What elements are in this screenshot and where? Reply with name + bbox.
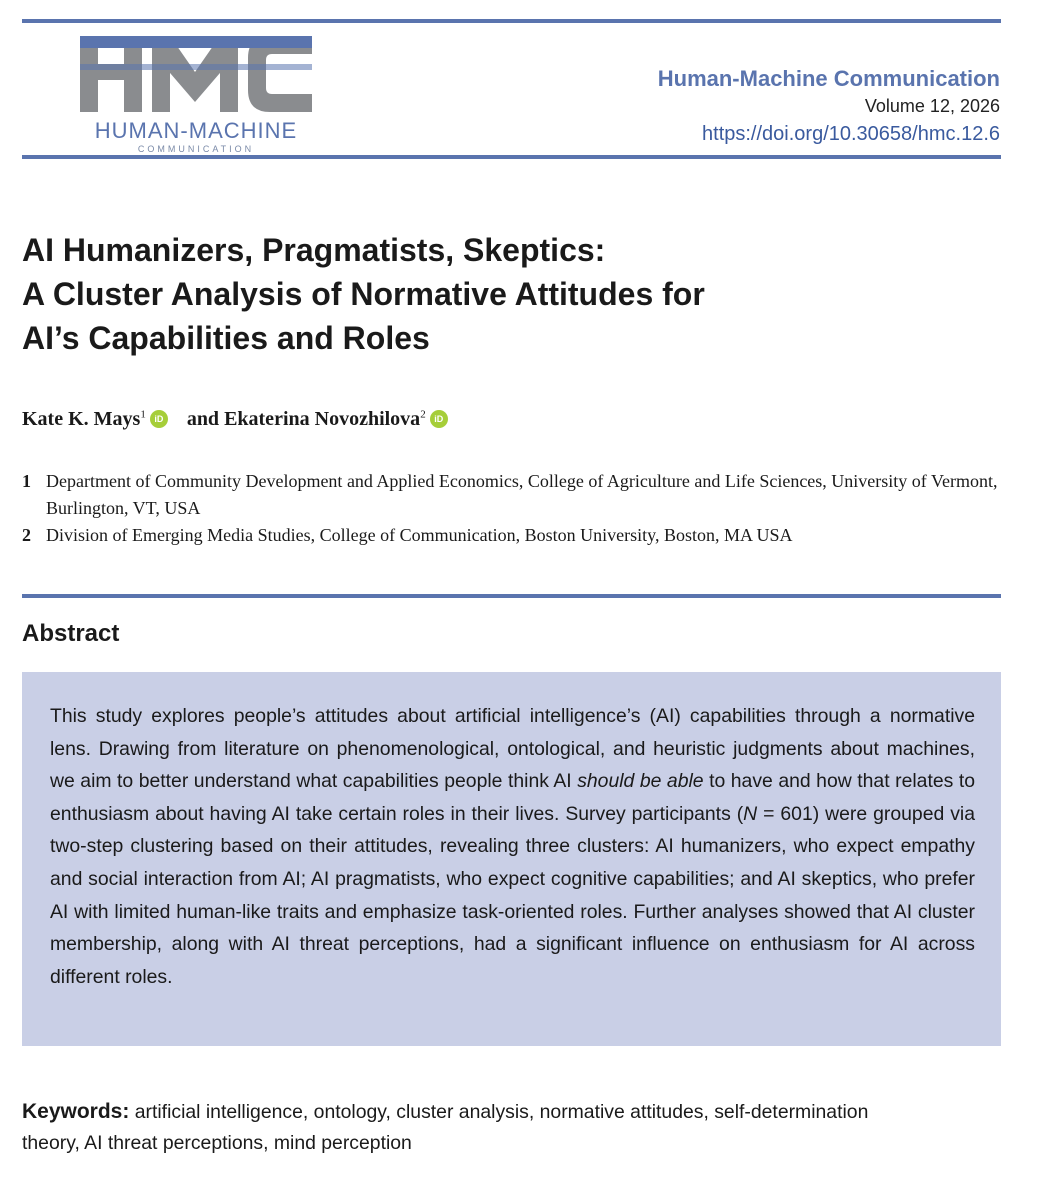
journal-info [658,66,1000,146]
logo-wordmark: HUMAN-MACHINE [94,118,298,143]
title-line: A Cluster Analysis of Normative Attitudes for [22,276,705,312]
abstract-text [50,700,975,993]
header-top-rule [22,19,1001,23]
journal-name: Human-Machine Communication [657,66,1000,91]
logo-wordmark-sub: COMMUNICATION [137,144,255,154]
abstract-part: = 601) were grouped via two-step clustering based on their attitudes, revealing three clusters: AI humanizers, who expect empathy and social interaction from AI; AI pragmatists, who expect cognitive capabilities; and AI skeptics, who prefer AI with limited human-like traits and emphasize task-oriented roles. Further analyses showed that AI cluster membership, along with AI threat perceptions, had a significant influence on enthusiasm for AI across different roles. [50,802,975,988]
abstract-emphasis: should be able [577,770,704,793]
abstract-box [22,672,1001,1046]
hmc-logo-mark [80,30,312,118]
abstract-part: This study explores people’s attitudes about artificial intelligence’s (AI) capabilities through a normative lens. Drawing from literature on phenomenological, ontological, and heuristic judgments about machines, we aim to better understand what capabilities people think AI [50,705,975,793]
keywords [22,1096,922,1159]
abstract-heading: Abstract [22,620,120,647]
keywords-text: artificial intelligence, ontology, cluster analysis, normative attitudes, self-determination theory, AI threat perceptions, mind perception [22,1101,869,1154]
affiliation-number: 2 [22,525,31,545]
journal-volume: Volume 12, 2026 [864,96,1000,116]
title-line: AI Humanizers, Pragmatists, Skeptics: [22,232,606,268]
abstract-part: to have and how that relates to enthusiasm about having AI take certain roles in their lives. Survey participants ( [50,770,975,825]
title-line: AI’s Capabilities and Roles [22,320,430,356]
header-bottom-rule [22,155,1001,159]
affiliation-mark: 1 [140,408,146,421]
abstract-rule [22,594,1001,598]
affiliation-text: Division of Emerging Media Studies, College of Communication, Boston University, Boston, MA USA [46,525,793,545]
author-name: Ekaterina Novozhilova [224,408,421,430]
author-list [22,408,462,431]
affiliation [22,468,1002,522]
keywords-label: Keywords: [22,1100,130,1123]
article-title [22,228,922,360]
doi-link[interactable]: https://doi.org/10.30658/hmc.12.6 [702,123,1000,145]
affiliation [22,522,1002,549]
author-connector: and [186,408,220,430]
affiliation-text: Department of Community Development and Applied Economics, College of Agriculture and Life Sciences, University of Vermont, Burlington, VT, USA [46,471,998,518]
journal-logo [80,30,312,154]
affiliation-mark: 2 [420,408,426,421]
author-name: Kate K. Mays [22,408,141,430]
orcid-icon[interactable]: iD [430,410,448,428]
sample-size-symbol: N [743,802,758,825]
affiliation-number: 1 [22,471,31,491]
orcid-icon[interactable]: iD [150,410,168,428]
